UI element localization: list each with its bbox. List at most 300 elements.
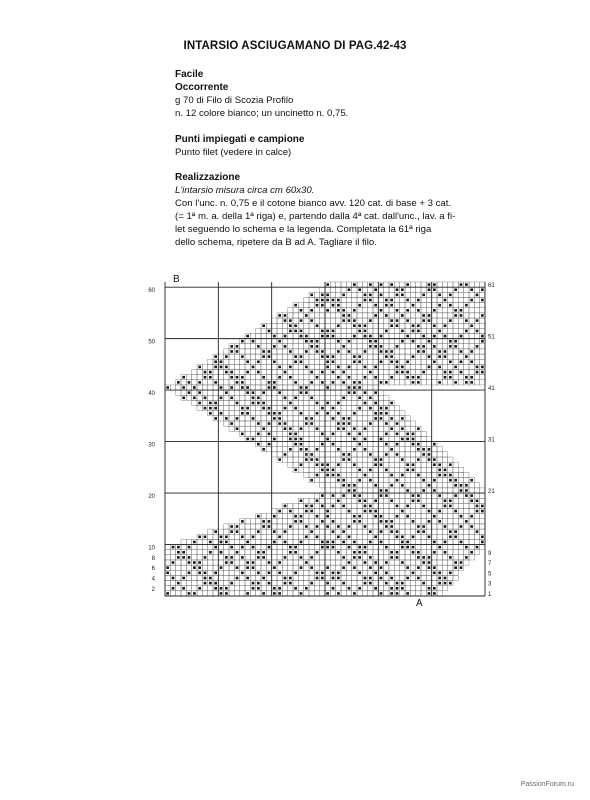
grid-cell: [453, 349, 458, 354]
filled-cell: [337, 340, 340, 343]
grid-cell: [320, 534, 325, 539]
grid-cell: [362, 534, 367, 539]
grid-cell: [304, 555, 309, 560]
filled-cell: [348, 340, 351, 343]
filled-cell: [225, 536, 228, 539]
filled-cell: [470, 479, 473, 482]
grid-cell: [389, 344, 394, 349]
filled-cell: [449, 556, 452, 559]
grid-cell: [437, 488, 442, 493]
grid-cell: [357, 560, 362, 565]
grid-cell: [368, 416, 373, 421]
grid-cell: [288, 462, 293, 467]
grid-cell: [357, 452, 362, 457]
filled-cell: [289, 448, 292, 451]
grid-cell: [373, 503, 378, 508]
grid-cell: [410, 565, 415, 570]
grid-cell: [288, 339, 293, 344]
grid-cell: [213, 575, 218, 580]
filled-cell: [444, 324, 447, 327]
filled-cell: [406, 438, 409, 441]
grid-cell: [341, 400, 346, 405]
filled-cell: [337, 427, 340, 430]
grid-cell: [256, 328, 261, 333]
grid-cell: [245, 524, 250, 529]
instructions-line-4: dello schema, ripetere da B ad A. Tagliare il filo.: [175, 237, 377, 248]
grid-cell: [309, 570, 314, 575]
grid-cell: [314, 354, 319, 359]
filled-cell: [305, 350, 308, 353]
filled-cell: [449, 340, 452, 343]
row-label-right: 41: [488, 386, 495, 393]
filled-cell: [262, 592, 265, 595]
filled-cell: [444, 469, 447, 472]
grid-cell: [320, 400, 325, 405]
filled-cell: [433, 335, 436, 338]
grid-cell: [346, 395, 351, 400]
filled-cell: [396, 556, 399, 559]
grid-cell: [394, 508, 399, 513]
filled-cell: [390, 319, 393, 322]
grid-cell: [458, 467, 463, 472]
grid-cell: [309, 333, 314, 338]
filled-cell: [433, 345, 436, 348]
grid-cell: [341, 411, 346, 416]
filled-cell: [268, 572, 271, 575]
grid-cell: [421, 498, 426, 503]
filled-cell: [305, 561, 308, 564]
grid-cell: [234, 591, 239, 596]
filled-cell: [316, 525, 319, 528]
grid-cell: [336, 560, 341, 565]
grid-cell: [229, 586, 234, 591]
grid-cell: [240, 529, 245, 534]
grid-cell: [426, 323, 431, 328]
grid-cell: [309, 519, 314, 524]
grid-cell: [458, 339, 463, 344]
filled-cell: [470, 350, 473, 353]
filled-cell: [433, 324, 436, 327]
grid-cell: [170, 565, 175, 570]
filled-cell: [390, 361, 393, 364]
filled-cell: [273, 361, 276, 364]
filled-cell: [406, 577, 409, 580]
grid-cell: [229, 539, 234, 544]
grid-cell: [272, 421, 277, 426]
filled-cell: [268, 582, 271, 585]
grid-cell: [405, 287, 410, 292]
grid-cell: [437, 514, 442, 519]
grid-cell: [410, 308, 415, 313]
grid-cell: [314, 503, 319, 508]
grid-cell: [309, 447, 314, 452]
filled-cell: [332, 407, 335, 410]
filled-cell: [476, 505, 479, 508]
grid-cell: [378, 550, 383, 555]
filled-cell: [300, 309, 303, 312]
grid-cell: [368, 442, 373, 447]
filled-cell: [305, 510, 308, 513]
grid-cell: [224, 575, 229, 580]
grid-cell: [400, 514, 405, 519]
grid-cell: [208, 395, 213, 400]
grid-cell: [192, 550, 197, 555]
grid-cell: [378, 297, 383, 302]
grid-cell: [357, 575, 362, 580]
grid-cell: [378, 472, 383, 477]
grid-cell: [250, 529, 255, 534]
grid-cell: [426, 581, 431, 586]
grid-cell: [352, 375, 357, 380]
filled-cell: [449, 319, 452, 322]
filled-cell: [358, 397, 361, 400]
filled-cell: [369, 510, 372, 513]
filled-cell: [246, 592, 249, 595]
filled-cell: [412, 520, 415, 523]
filled-cell: [369, 541, 372, 544]
grid-cell: [416, 483, 421, 488]
grid-cell: [288, 416, 293, 421]
filled-cell: [252, 397, 255, 400]
filled-cell: [332, 417, 335, 420]
grid-cell: [458, 323, 463, 328]
filled-cell: [460, 350, 463, 353]
grid-cell: [432, 447, 437, 452]
grid-cell: [458, 529, 463, 534]
filled-cell: [353, 592, 356, 595]
grid-cell: [314, 478, 319, 483]
grid-cell: [416, 467, 421, 472]
grid-cell: [480, 529, 485, 534]
grid-cell: [293, 560, 298, 565]
filled-cell: [268, 433, 271, 436]
grid-cell: [245, 529, 250, 534]
grid-cell: [320, 560, 325, 565]
grid-cell: [213, 539, 218, 544]
grid-cell: [426, 550, 431, 555]
grid-cell: [202, 545, 207, 550]
filled-cell: [374, 391, 377, 394]
grid-cell: [426, 380, 431, 385]
grid-cell: [410, 282, 415, 287]
filled-cell: [380, 577, 383, 580]
grid-cell: [368, 570, 373, 575]
filled-cell: [390, 577, 393, 580]
grid-cell: [208, 570, 213, 575]
filled-cell: [470, 381, 473, 384]
filled-cell: [465, 546, 468, 549]
grid-cell: [453, 488, 458, 493]
grid-cell: [352, 508, 357, 513]
grid-cell: [373, 488, 378, 493]
filled-cell: [326, 294, 329, 297]
grid-cell: [288, 406, 293, 411]
grid-cell: [240, 426, 245, 431]
filled-cell: [326, 566, 329, 569]
grid-cell: [373, 426, 378, 431]
instructions-section: [175, 171, 505, 249]
grid-cell: [330, 534, 335, 539]
grid-cell: [293, 375, 298, 380]
grid-cell: [293, 508, 298, 513]
filled-cell: [326, 366, 329, 369]
grid-cell: [218, 545, 223, 550]
grid-cell: [293, 565, 298, 570]
grid-cell: [304, 370, 309, 375]
grid-cell: [245, 395, 250, 400]
grid-cell: [320, 313, 325, 318]
grid-cell: [293, 462, 298, 467]
grid-cell: [394, 349, 399, 354]
grid-cell: [266, 390, 271, 395]
grid-cell: [410, 349, 415, 354]
grid-cell: [272, 426, 277, 431]
grid-cell: [389, 560, 394, 565]
grid-cell: [357, 313, 362, 318]
grid-cell: [480, 380, 485, 385]
filled-cell: [321, 294, 324, 297]
filled-cell: [444, 499, 447, 502]
grid-cell: [341, 524, 346, 529]
grid-cell: [362, 313, 367, 318]
filled-cell: [294, 330, 297, 333]
filled-cell: [316, 448, 319, 451]
filled-cell: [326, 546, 329, 549]
filled-cell: [417, 324, 420, 327]
grid-cell: [288, 514, 293, 519]
filled-cell: [390, 299, 393, 302]
grid-cell: [320, 287, 325, 292]
grid-cell: [240, 359, 245, 364]
grid-cell: [480, 359, 485, 364]
grid-cell: [282, 508, 287, 513]
filled-cell: [412, 340, 415, 343]
grid-cell: [357, 390, 362, 395]
filled-cell: [310, 566, 313, 569]
grid-cell: [192, 370, 197, 375]
filled-cell: [342, 294, 345, 297]
grid-cell: [346, 344, 351, 349]
grid-cell: [218, 529, 223, 534]
grid-cell: [309, 472, 314, 477]
grid-cell: [384, 498, 389, 503]
filled-cell: [284, 397, 287, 400]
filled-cell: [422, 556, 425, 559]
grid-cell: [474, 333, 479, 338]
filled-cell: [454, 494, 457, 497]
grid-cell: [448, 539, 453, 544]
filled-cell: [321, 381, 324, 384]
grid-cell: [309, 550, 314, 555]
grid-cell: [336, 318, 341, 323]
grid-cell: [325, 534, 330, 539]
grid-cell: [266, 591, 271, 596]
grid-cell: [240, 539, 245, 544]
grid-cell: [266, 364, 271, 369]
grid-cell: [421, 591, 426, 596]
filled-cell: [332, 587, 335, 590]
grid-cell: [341, 359, 346, 364]
grid-cell: [426, 575, 431, 580]
grid-cell: [357, 400, 362, 405]
grid-cell: [352, 467, 357, 472]
grid-cell: [469, 344, 474, 349]
filled-cell: [417, 525, 420, 528]
grid-cell: [400, 380, 405, 385]
filled-cell: [396, 530, 399, 533]
filled-cell: [268, 546, 271, 549]
grid-cell: [245, 400, 250, 405]
grid-cell: [272, 390, 277, 395]
filled-cell: [252, 391, 255, 394]
grid-cell: [362, 303, 367, 308]
filled-cell: [428, 340, 431, 343]
grid-cell: [213, 565, 218, 570]
grid-cell: [362, 282, 367, 287]
grid-cell: [336, 555, 341, 560]
grid-cell: [400, 303, 405, 308]
filled-cell: [337, 309, 340, 312]
filled-cell: [358, 386, 361, 389]
grid-cell: [474, 313, 479, 318]
grid-cell: [325, 380, 330, 385]
grid-cell: [357, 318, 362, 323]
grid-cell: [293, 370, 298, 375]
grid-cell: [357, 534, 362, 539]
filled-cell: [353, 309, 356, 312]
filled-cell: [337, 448, 340, 451]
grid-cell: [421, 457, 426, 462]
filled-cell: [422, 525, 425, 528]
grid-cell: [224, 545, 229, 550]
grid-cell: [309, 364, 314, 369]
grid-cell: [410, 359, 415, 364]
filled-cell: [412, 443, 415, 446]
grid-cell: [256, 375, 261, 380]
filled-cell: [188, 381, 191, 384]
grid-cell: [288, 457, 293, 462]
filled-cell: [454, 381, 457, 384]
grid-cell: [421, 282, 426, 287]
grid-cell: [192, 586, 197, 591]
filled-cell: [294, 515, 297, 518]
grid-cell: [426, 493, 431, 498]
filled-cell: [342, 453, 345, 456]
grid-cell: [181, 380, 186, 385]
grid-cell: [405, 354, 410, 359]
filled-cell: [321, 350, 324, 353]
filled-cell: [385, 443, 388, 446]
filled-cell: [353, 448, 356, 451]
grid-cell: [304, 467, 309, 472]
filled-cell: [396, 551, 399, 554]
grid-cell: [378, 395, 383, 400]
grid-cell: [330, 452, 335, 457]
filled-cell: [166, 592, 169, 595]
grid-cell: [384, 591, 389, 596]
grid-cell: [250, 333, 255, 338]
filled-cell: [246, 407, 249, 410]
filled-cell: [284, 577, 287, 580]
filled-cell: [390, 376, 393, 379]
filled-cell: [454, 479, 457, 482]
filled-cell: [305, 335, 308, 338]
grid-cell: [357, 411, 362, 416]
filled-cell: [300, 499, 303, 502]
filled-cell: [385, 572, 388, 575]
footer-watermark: PassionForum.ru: [520, 781, 574, 788]
grid-cell: [320, 529, 325, 534]
filled-cell: [476, 371, 479, 374]
grid-cell: [362, 308, 367, 313]
grid-cell: [320, 344, 325, 349]
filled-cell: [460, 283, 463, 286]
grid-cell: [426, 539, 431, 544]
filled-cell: [230, 422, 233, 425]
grid-cell: [352, 570, 357, 575]
filled-cell: [332, 505, 335, 508]
filled-cell: [438, 463, 441, 466]
filled-cell: [252, 566, 255, 569]
filled-cell: [284, 407, 287, 410]
grid-cell: [288, 591, 293, 596]
grid-cell: [432, 339, 437, 344]
filled-cell: [454, 530, 457, 533]
grid-cell: [304, 395, 309, 400]
filled-cell: [364, 525, 367, 528]
filled-cell: [332, 541, 335, 544]
grid-cell: [186, 581, 191, 586]
filled-cell: [193, 386, 196, 389]
filled-cell: [236, 345, 239, 348]
filled-cell: [406, 505, 409, 508]
filled-cell: [321, 330, 324, 333]
grid-cell: [245, 380, 250, 385]
grid-cell: [341, 498, 346, 503]
grid-cell: [458, 534, 463, 539]
filled-cell: [294, 587, 297, 590]
filled-cell: [390, 448, 393, 451]
grid-cell: [469, 545, 474, 550]
grid-cell: [400, 550, 405, 555]
filled-cell: [236, 566, 239, 569]
filled-cell: [305, 453, 308, 456]
grid-cell: [176, 575, 181, 580]
filled-cell: [342, 479, 345, 482]
filled-cell: [476, 546, 479, 549]
grid-cell: [480, 524, 485, 529]
grid-cell: [240, 575, 245, 580]
grid-cell: [330, 462, 335, 467]
grid-cell: [288, 411, 293, 416]
grid-cell: [410, 529, 415, 534]
filled-cell: [305, 391, 308, 394]
grid-cell: [442, 514, 447, 519]
grid-cell: [458, 478, 463, 483]
filled-cell: [262, 376, 265, 379]
grid-cell: [309, 514, 314, 519]
grid-cell: [458, 555, 463, 560]
grid-cell: [336, 380, 341, 385]
grid-cell: [282, 385, 287, 390]
grid-cell: [266, 529, 271, 534]
grid-cell: [176, 565, 181, 570]
grid-cell: [266, 395, 271, 400]
filled-cell: [230, 386, 233, 389]
filled-cell: [444, 505, 447, 508]
filled-cell: [321, 577, 324, 580]
filled-cell: [342, 417, 345, 420]
